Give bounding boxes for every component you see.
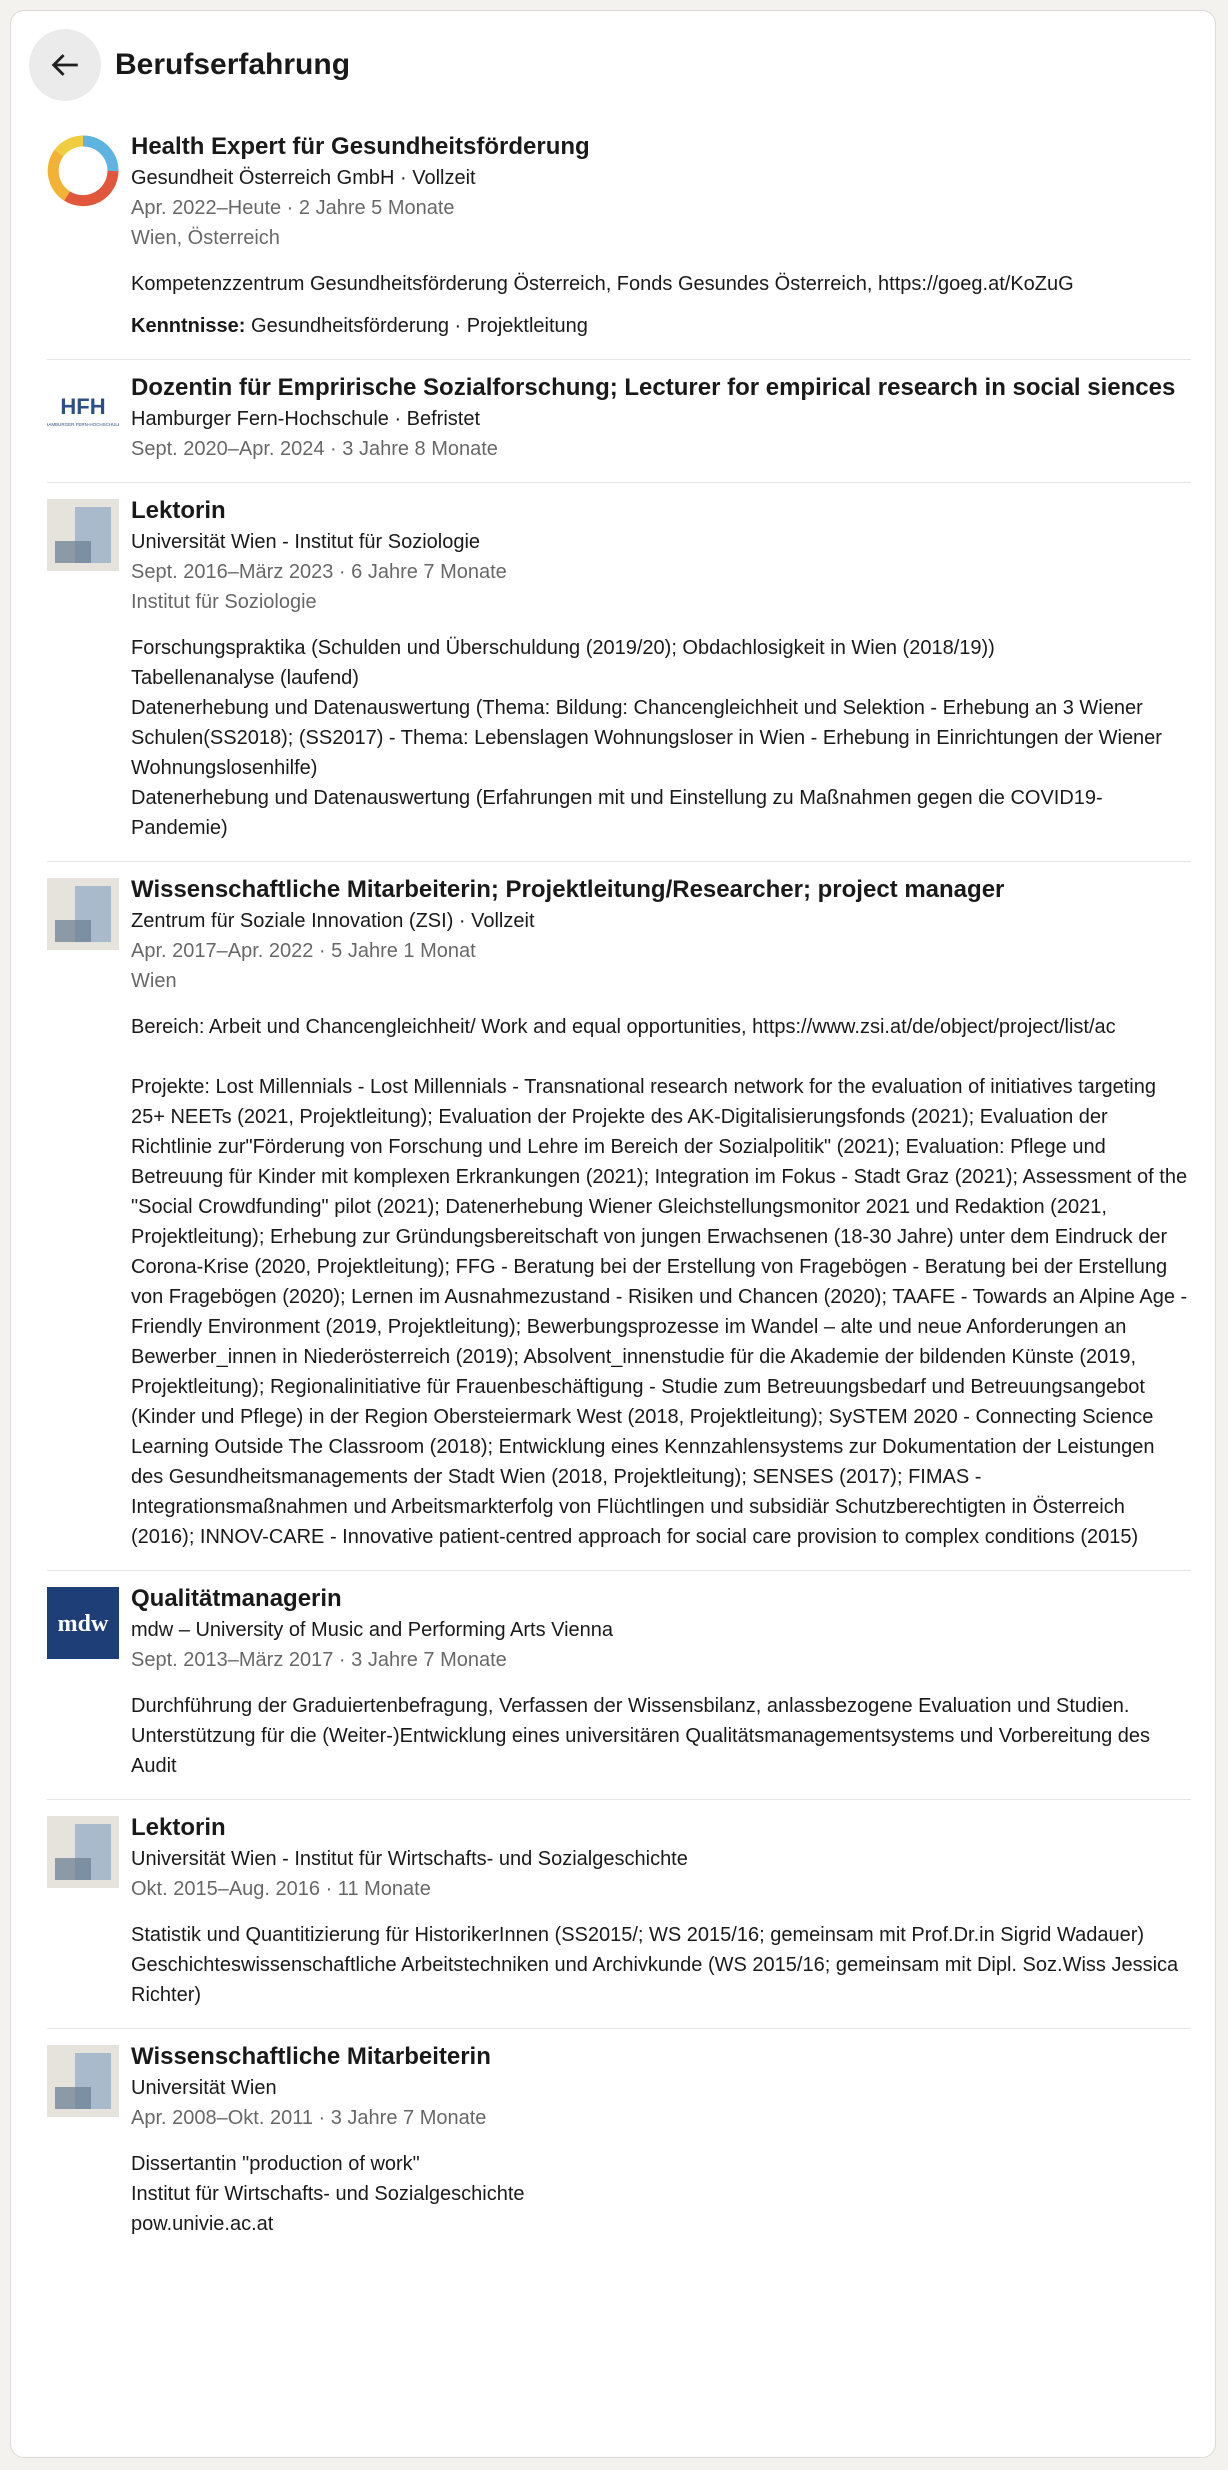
company-logo[interactable] (47, 2045, 119, 2117)
experience-entry (47, 119, 1191, 360)
date-range: Sept. 2016–März 2023 · 6 Jahre 7 Monate (131, 561, 507, 583)
experience-entry (47, 862, 1191, 1571)
arrow-left-icon (48, 48, 82, 82)
job-location: Institut für Soziologie (131, 591, 317, 613)
experience-card (10, 10, 1216, 2458)
experience-details (131, 372, 1191, 464)
skills-list: Gesundheitsförderung · Projektleitung (251, 315, 588, 337)
hfh-logo-text: HFH (60, 394, 106, 419)
job-description: Durchführung der Graduiertenbefragung, Verfassen der Wissensbilanz, anlassbezogene Evaluation und Studien. Unterstützung für die (Weiter-)Entwicklung eines universitären Qualitätsmanagementsystems und Vorbereitung des Audit (131, 1695, 1151, 1777)
job-location: Wien (131, 970, 177, 992)
experience-entry (47, 483, 1191, 862)
company-name[interactable]: Hamburger Fern-Hochschule · Befristet (131, 408, 481, 430)
date-range: Sept. 2020–Apr. 2024 · 3 Jahre 8 Monate (131, 438, 498, 460)
skills-label: Kenntnisse: (131, 315, 246, 337)
date-range: Apr. 2022–Heute · 2 Jahre 5 Monate (131, 197, 455, 219)
job-location: Wien, Österreich (131, 227, 280, 249)
experience-list (47, 119, 1191, 2257)
skills-line[interactable] (131, 311, 1191, 341)
job-title: Wissenschaftliche Mitarbeiterin (131, 2043, 491, 2070)
job-description: Dissertantin "production of work" Institut für Wirtschafts- und Sozialgeschichte pow.univie.ac.at (131, 2153, 525, 2235)
experience-details (131, 1812, 1191, 2010)
job-title: Qualitätmanagerin (131, 1585, 342, 1612)
experience-details (131, 1583, 1191, 1781)
experience-details (131, 131, 1191, 341)
company-logo[interactable] (47, 376, 119, 448)
job-title: Wissenschaftliche Mitarbeiterin; Projektleitung/Researcher; project manager (131, 876, 1005, 903)
company-logo[interactable] (47, 878, 119, 950)
date-range: Sept. 2013–März 2017 · 3 Jahre 7 Monate (131, 1649, 507, 1671)
job-title: Lektorin (131, 497, 226, 524)
company-name[interactable]: Universität Wien - Institut für Wirtschafts- und Sozialgeschichte (131, 1848, 688, 1870)
date-range: Okt. 2015–Aug. 2016 · 11 Monate (131, 1878, 431, 1900)
job-title: Health Expert für Gesundheitsförderung (131, 133, 590, 160)
job-description: Statistik und Quantitizierung für HistorikerInnen (SS2015/; WS 2015/16; gemeinsam mit Prof.Dr.in Sigrid Wadauer) Geschichteswissenschaftliche Arbeitstechniken und Archivkunde (WS 2015/16; gemeinsam mit Dipl. Soz.Wiss Jessica Richter) (131, 1924, 1179, 2006)
company-name[interactable]: Gesundheit Österreich GmbH · Vollzeit (131, 167, 476, 189)
job-title: Dozentin für Emprirische Sozialforschung; Lecturer for empirical research in social siences (131, 374, 1176, 401)
experience-details (131, 2041, 1191, 2239)
job-title: Lektorin (131, 1814, 226, 1841)
experience-entry (47, 1571, 1191, 1800)
experience-details (131, 495, 1191, 843)
page-title: Berufserfahrung (115, 48, 351, 81)
hfh-logo-subtext: HAMBURGER FERN-HOCHSCHULE (47, 422, 119, 427)
back-button[interactable] (29, 29, 101, 101)
experience-details (131, 874, 1191, 1552)
page-header (29, 29, 350, 101)
date-range: Apr. 2008–Okt. 2011 · 3 Jahre 7 Monate (131, 2107, 487, 2129)
job-description: Forschungspraktika (Schulden und Überschuldung (2019/20); Obdachlosigkeit in Wien (2018/19)) Tabellenanalyse (laufend) Datenerhebung und Datenauswertung (Thema: Bildung: Chancengleichheit und Selektion - Erhebung an 3 Wiener Schulen(SS2018); (SS2017) - Thema: Lebenslagen Wohnungsloser in Wien - Erhebung in Einrichtungen der Wiener Wohnungslosenhilfe) Datenerhebung und Datenauswertung (Erfahrungen mit und Einstellung zu Maßnahmen gegen die COVID19-Pandemie) (131, 637, 1162, 839)
experience-entry (47, 2029, 1191, 2257)
mdw-logo-text: mdw (57, 1611, 109, 1637)
company-logo[interactable] (47, 135, 119, 207)
company-name[interactable]: mdw – University of Music and Performing Arts Vienna (131, 1619, 614, 1641)
company-name[interactable]: Universität Wien (131, 2077, 277, 2099)
company-name[interactable]: Zentrum für Soziale Innovation (ZSI) · Vollzeit (131, 910, 535, 932)
company-logo[interactable] (47, 1816, 119, 1888)
company-logo[interactable] (47, 1587, 119, 1659)
job-description: Kompetenzzentrum Gesundheitsförderung Österreich, Fonds Gesundes Österreich, https://goeg.at/KoZuG (131, 273, 1074, 295)
experience-entry (47, 360, 1191, 483)
experience-entry (47, 1800, 1191, 2029)
job-description: Bereich: Arbeit und Chancengleichheit/ Work and equal opportunities, https://www.zsi.at/de/object/project/list/ac Projekte: Lost Millennials - Lost Millennials - Transnational research network for the evaluation of initiatives targeting 25+ NEETs (2021, Projektleitung); Evaluation der Projekte des AK-Digitalisierungsfonds (2021); Evaluation der Richtlinie zur"Förderung von Forschung und Lehre im Bereich der Sozialpolitik" (2021); Evaluation: Pflege und Betreuung für Kinder mit komplexen Erkrankungen (2021); Integration im Fokus - Stadt Graz (2021); Assessment of the "Social Crowdfunding" pilot (2021); Datenerhebung Wiener Gleichstellungsmonitor 2021 und Redaktion (2021, Projektleitung); Erhebung zur Gründungsbereitschaft von jungen Erwachsenen (18-30 Jahre) unter dem Eindruck der Corona-Krise (2020, Projektleitung); FFG - Beratung bei der Erstellung von Fragebögen - Beratung bei der Erstellung von Fragebögen (2020); Lernen im Ausnahmezustand - Risiken und Chancen (2020); TAAFE - Towards an Alpine Age - Friendly Environment (2019, Projektleitung); Bewerbungsprozesse im Wandel – alte und neue Anforderungen an Bewerber_innen in Niederösterreich (2019); Absolvent_innenstudie für die Akademie der bildenden Künste (2019, Projektleitung); Regionalinitiative für Frauenbeschäftigung - Studie zum Betreuungsbedarf und Betreuungsangebot (Kinder und Pflege) in der Region Obersteiermark West (2018, Projektleitung); SySTEM 2020 - Connecting Science Learning Outside The Classroom (2018); Entwicklung eines Kennzahlensystems zur Dokumentation der Leistungen des Gesundheitsmanagements der Stadt Wien (2018, Projektleitung); SENSES (2017); FIMAS - Integrationsmaßnahmen und Arbeitsmarkterfolg von Flüchtlingen und subsidiär Schutzberechtigten in Österreich (2016); INNOV-CARE - Innovative patient-centred approach for social care provision to complex conditions (2015) (131, 1016, 1188, 1548)
company-logo[interactable] (47, 499, 119, 571)
date-range: Apr. 2017–Apr. 2022 · 5 Jahre 1 Monat (131, 940, 476, 962)
company-name[interactable]: Universität Wien - Institut für Soziologie (131, 531, 481, 553)
